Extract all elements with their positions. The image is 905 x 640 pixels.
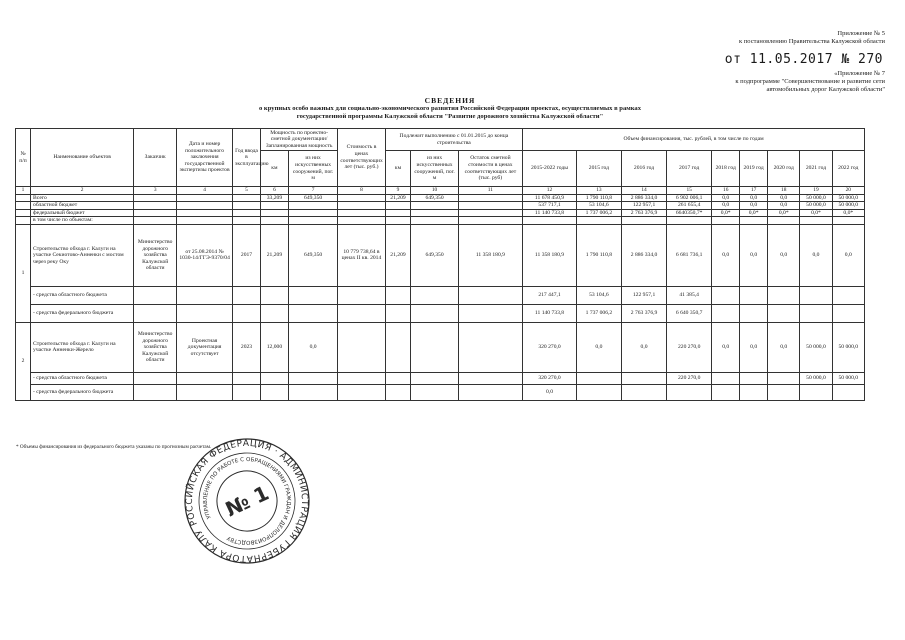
- header-done-km: км: [385, 151, 411, 187]
- column-number: 14: [621, 187, 666, 195]
- cell-funding: 0,0*: [800, 209, 832, 217]
- cell-funding: 11 140 733,8: [523, 304, 577, 322]
- cell-km: 21,209: [260, 224, 288, 286]
- row-label: областной бюджет: [31, 202, 134, 210]
- seal-inner-text: УПРАВЛЕНИЕ ПО РАБОТЕ С ОБРАЩЕНИЯМИ ГРАЖДАН И ДЕЛОПРОИЗВОДСТВУ: [202, 456, 292, 546]
- header-customer: Заказчик: [134, 129, 177, 187]
- row-label: Всего: [31, 194, 134, 202]
- cell-funding: 41 385,4: [667, 286, 712, 304]
- cell-funding: 50 000,0: [800, 194, 832, 202]
- cell-funding: 2 763 376,9: [621, 304, 666, 322]
- row-number: 2: [16, 322, 31, 400]
- footnote: * Объемы финансирования из федерального бюджета указаны по прогнозным расчетам.: [16, 444, 212, 450]
- cell-funding: 50 000,0: [800, 372, 832, 384]
- object-customer: Министерство дорожного хозяйства Калужской области: [134, 322, 177, 372]
- cell-funding: 0,0: [740, 194, 768, 202]
- column-number: 19: [800, 187, 832, 195]
- cell-art: 0,0: [288, 322, 337, 372]
- column-number: 3: [134, 187, 177, 195]
- header-cost: Стоимость в ценах соответствующих лет (тыс. руб.): [338, 129, 385, 187]
- seal-number: № 1: [221, 480, 273, 522]
- column-number: 8: [338, 187, 385, 195]
- cell-funding: 220 270,0: [667, 322, 712, 372]
- cell-funding: 0,0*: [768, 209, 800, 217]
- object-year: 2023: [233, 322, 261, 372]
- header-capacity-group: Мощность по проектно-сметной документации/ Запланированная мощность: [260, 129, 337, 151]
- appendix-header: [739, 30, 885, 46]
- cell-funding: 50 000,0: [832, 202, 864, 210]
- row-label: - средства федерального бюджета: [31, 304, 134, 322]
- column-number: 7: [288, 187, 337, 195]
- appendix-subheader: [735, 70, 885, 94]
- cell-funding: 220 270,0: [667, 372, 712, 384]
- cell-funding: 11 140 733,8: [523, 209, 577, 217]
- cell-cost: 10 779 738,64 в ценах II кв. 2014: [338, 224, 385, 286]
- cell-remainder: 11 358 180,9: [458, 224, 522, 286]
- cell-funding: 122 957,1: [621, 286, 666, 304]
- column-number: 16: [712, 187, 740, 195]
- column-number: 9: [385, 187, 411, 195]
- cell-funding: 2 763 376,9: [621, 209, 666, 217]
- document-title: [170, 97, 730, 121]
- cell-dkm: 21,209: [385, 224, 411, 286]
- column-number: 6: [260, 187, 288, 195]
- table-row-total: [16, 194, 865, 202]
- cell-funding: 320 270,0: [523, 372, 577, 384]
- cell-funding: 261 655,4: [667, 202, 712, 210]
- cell-funding: 6 902 006,1: [667, 194, 712, 202]
- cell-funding: 53 104,6: [576, 286, 621, 304]
- seal-outer-text: РОССИЙСКАЯ ФЕДЕРАЦИЯ · АДМИНИСТРАЦИЯ ГУБЕРНАТОРА КАЛУЖСКОЙ: [184, 438, 310, 564]
- cell-funding: 11 678 450,9: [523, 194, 577, 202]
- cell-funding: 11 358 180,9: [523, 224, 577, 286]
- header-expertise: Дата и номер положительного заключения государственной экспертизы проектов: [177, 129, 233, 187]
- column-number: 1: [16, 187, 31, 195]
- header-km: км: [260, 151, 288, 187]
- column-number: 15: [667, 187, 712, 195]
- appendix-line: автомобильных дорог Калужской области": [766, 86, 885, 93]
- object-name: Строительство обхода г. Калуги на участке Анненки-Жерело: [31, 322, 134, 372]
- cell-km: 12,000: [260, 322, 288, 372]
- table-row-regional: [16, 202, 865, 210]
- cell-funding: 0,0: [740, 322, 768, 372]
- cell-funding: 6 640 350,7: [667, 304, 712, 322]
- official-seal: [182, 436, 312, 566]
- column-number: 10: [411, 187, 458, 195]
- object-name: Строительство обхода г. Калуги на участке Секиотово-Анненки с мостом через реку Оку: [31, 224, 134, 286]
- cell-funding: 6 681 736,1: [667, 224, 712, 286]
- header-year-col: 2015 год: [576, 151, 621, 187]
- header-artificial: из них искусственных сооружений, пог. м: [288, 151, 337, 187]
- table-row-object-1-regional: [16, 286, 865, 304]
- cell-funding: 1 790 110,8: [576, 224, 621, 286]
- cell-funding: 0,0: [740, 202, 768, 210]
- cell-dkm: 21,209: [385, 194, 411, 202]
- cell-km: 33,209: [260, 194, 288, 202]
- column-number: 5: [233, 187, 261, 195]
- cell-funding: 0,0: [621, 322, 666, 372]
- cell-funding: 1 737 006,2: [576, 304, 621, 322]
- header-name: Наименование объектов: [31, 129, 134, 187]
- header-done-artificial: из них искусственных сооружений, пог. м: [411, 151, 458, 187]
- column-number: 18: [768, 187, 800, 195]
- column-number: 4: [177, 187, 233, 195]
- cell-funding: 6640350,7*: [667, 209, 712, 217]
- column-number: 13: [576, 187, 621, 195]
- header-year-col: 2015-2022 годы: [523, 151, 577, 187]
- cell-funding: 53 104,6: [576, 202, 621, 210]
- cell-funding: 0,0: [712, 194, 740, 202]
- object-customer: Министерство дорожного хозяйства Калужской области: [134, 224, 177, 286]
- cell-funding: 0,0: [800, 224, 832, 286]
- cell-funding: 50 000,0: [832, 322, 864, 372]
- cell-funding: 0,0: [712, 202, 740, 210]
- cell-funding: 537 717,1: [523, 202, 577, 210]
- cell-funding: 0,0*: [832, 209, 864, 217]
- appendix-line: к подпрограмме "Совершенствование и развитие сети: [735, 78, 885, 85]
- table-row-object-2-federal: [16, 384, 865, 400]
- table-row-object-1-federal: [16, 304, 865, 322]
- object-expertise: Проектная документация отсутствует: [177, 322, 233, 372]
- column-numbers-row: [16, 187, 865, 195]
- cell-funding: 0,0: [712, 322, 740, 372]
- table-row-federal: [16, 209, 865, 217]
- cell-funding: 50 000,0: [800, 322, 832, 372]
- header-year-col: 2017 год: [667, 151, 712, 187]
- cell-dart: 649,350: [411, 194, 458, 202]
- decree-date-number: от 11.05.2017 № 270: [724, 52, 883, 67]
- row-number: 1: [16, 224, 31, 322]
- cell-funding: 2 886 334,0: [621, 224, 666, 286]
- cell-funding: 0,0: [740, 224, 768, 286]
- cell-funding: 50 000,0: [800, 202, 832, 210]
- column-number: 20: [832, 187, 864, 195]
- cell-funding: 217 447,1: [523, 286, 577, 304]
- table-row-object-2: [16, 322, 865, 372]
- cell-funding: 0,0*: [740, 209, 768, 217]
- header-year-col: 2022 год: [832, 151, 864, 187]
- cell-art: 649,350: [288, 194, 337, 202]
- appendix-line: к постановлению Правительства Калужской области: [739, 38, 885, 45]
- cell-funding: 1 737 006,2: [576, 209, 621, 217]
- header-year-col: 2019 год: [740, 151, 768, 187]
- cell-funding: 0,0: [768, 202, 800, 210]
- projects-table: [15, 128, 865, 401]
- cell-funding: 0,0: [768, 322, 800, 372]
- column-number: 11: [458, 187, 522, 195]
- appendix-line: Приложение № 5: [837, 30, 885, 37]
- object-year: 2017: [233, 224, 261, 286]
- cell-dart: 649,350: [411, 224, 458, 286]
- title-line: о крупных особо важных для социально-экономического развития Российской Федерации проектах, осуществляемых в рамках: [258, 105, 642, 112]
- column-number: 17: [740, 187, 768, 195]
- cell-funding: 50 000,0: [832, 194, 864, 202]
- row-label: в том числе по объектам:: [31, 217, 134, 225]
- header-year: Год ввода в эксплуатацию: [233, 129, 261, 187]
- header-remainder: Остаток сметной стоимости в ценах соответствующих лет (тыс. руб): [458, 151, 522, 187]
- column-number: 2: [31, 187, 134, 195]
- cell-funding: 0,0: [523, 384, 577, 400]
- cell-funding: 0,0*: [712, 209, 740, 217]
- row-label: - средства областного бюджета: [31, 286, 134, 304]
- cell-funding: 122 957,1: [621, 202, 666, 210]
- header-done-group: Подлежит выполнению с 01.01.2015 до конца строительства: [385, 129, 523, 151]
- table-row-object-2-regional: [16, 372, 865, 384]
- cell-funding: 1 790 110,8: [576, 194, 621, 202]
- header-year-col: 2016 год: [621, 151, 666, 187]
- row-label: - средства областного бюджета: [31, 372, 134, 384]
- cell-funding: 0,0: [712, 224, 740, 286]
- object-expertise: от 25.08.2014 № 1030-14/ГГЭ-9370/04: [177, 224, 233, 286]
- cell-funding: 320 270,0: [523, 322, 577, 372]
- cell-funding: 0,0: [768, 224, 800, 286]
- header-year-col: 2020 год: [768, 151, 800, 187]
- header-year-col: 2021 год: [800, 151, 832, 187]
- header-funding-group: Объем финансирования, тыс. рублей, в том числе по годам: [523, 129, 865, 151]
- header-year-col: 2018 год: [712, 151, 740, 187]
- cell-funding: 2 886 334,0: [621, 194, 666, 202]
- column-number: 12: [523, 187, 577, 195]
- cell-funding: 0,0: [576, 322, 621, 372]
- title-heading: СВЕДЕНИЯ: [424, 96, 476, 105]
- appendix-line: «Приложение № 7: [834, 70, 885, 77]
- cell-art: 649,350: [288, 224, 337, 286]
- cell-funding: 50 000,0: [832, 372, 864, 384]
- title-line: государственной программы Калужской области "Развитие дорожного хозяйства Калужской области": [296, 113, 604, 120]
- header-num: № п/п: [16, 129, 31, 187]
- cell-funding: 0,0: [832, 224, 864, 286]
- table-row-including: [16, 217, 865, 225]
- row-label: федеральный бюджет: [31, 209, 134, 217]
- table-row-object-1: [16, 224, 865, 286]
- cell-funding: 0,0: [768, 194, 800, 202]
- row-label: - средства федерального бюджета: [31, 384, 134, 400]
